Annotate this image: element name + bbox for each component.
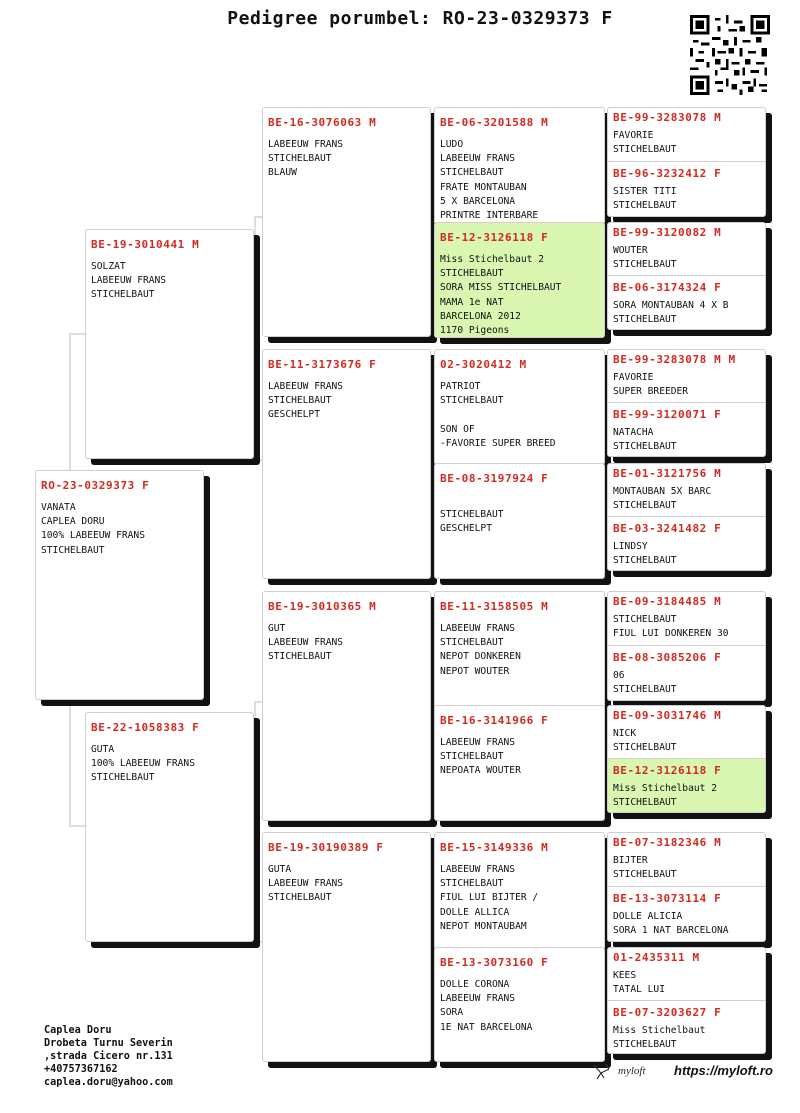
owner-contact — [44, 1024, 173, 1089]
ancestor-pair-card — [607, 591, 766, 701]
pigeon-info: NATACHA STICHELBAUT — [613, 427, 677, 453]
brand-logo-text: myloft — [618, 1065, 646, 1077]
ancestor-entry[interactable] — [608, 646, 765, 700]
pigeon-info: SISTER TITI STICHELBAUT — [613, 186, 677, 212]
ancestor-pair-card — [607, 107, 766, 217]
website-link[interactable]: https://myloft.ro — [674, 1063, 773, 1078]
ring-number: BE-09-3031746 M — [613, 709, 722, 722]
pigeon-info: LABEEUW FRANS STICHELBAUT BLAUW — [268, 139, 344, 179]
pigeon-info: GUTA 100% LABEEUW FRANS STICHELBAUT — [91, 744, 195, 784]
grandparent-card[interactable] — [262, 349, 431, 579]
ring-number: BE-01-3121756 M — [613, 467, 722, 480]
ring-number: BE-99-3120082 M — [613, 226, 722, 239]
ring-number: BE-13-3073114 F — [613, 892, 722, 905]
pigeon-info: BIJTER STICHELBAUT — [613, 855, 677, 881]
great-grandparent-card[interactable] — [434, 832, 605, 950]
grandparent-card[interactable] — [262, 832, 431, 1062]
ancestor-entry[interactable] — [608, 592, 765, 645]
ancestor-pair-card — [607, 832, 766, 942]
ring-number: BE-16-3076063 M — [268, 116, 377, 129]
pigeon-info: LABEEUW FRANS STICHELBAUT NEPOATA WOUTER — [440, 737, 521, 777]
ancestor-entry[interactable] — [608, 162, 765, 216]
ring-number: BE-19-3010365 M — [268, 600, 377, 613]
ring-number: RO-23-0329373 F — [41, 479, 150, 492]
pigeon-info: KEES TATAL LUI — [613, 970, 665, 996]
ancestor-entry[interactable] — [608, 948, 765, 1000]
ancestor-entry[interactable] — [608, 887, 765, 941]
ancestor-entry[interactable] — [608, 108, 765, 161]
sire-card[interactable] — [85, 229, 254, 459]
pigeon-info: Miss Stichelbaut 2 STICHELBAUT SORA MISS STICHELBAUT MAMA 1e NAT BARCELONA 2012 1170 Pigeons — [440, 254, 562, 337]
ring-number: BE-09-3184485 M — [613, 595, 722, 608]
ring-number: 02-3020412 M — [440, 358, 527, 371]
pigeon-info: STICHELBAUT FIUL LUI DONKEREN 30 — [613, 614, 729, 640]
ring-number: BE-08-3197924 F — [440, 472, 549, 485]
pigeon-info: PATRIOT STICHELBAUT SON OF -FAVORIE SUPER BREED — [440, 381, 556, 449]
ring-number: BE-07-3203627 F — [613, 1006, 722, 1019]
pigeon-info: LINDSY STICHELBAUT — [613, 541, 677, 567]
subject-card[interactable] — [35, 470, 204, 700]
ancestor-pair-card — [607, 222, 766, 330]
ancestor-entry[interactable] — [608, 276, 765, 329]
great-grandparent-card[interactable] — [434, 349, 605, 465]
grandparent-card[interactable] — [262, 591, 431, 821]
owner-street: ,strada Cicero nr.131 — [44, 1051, 173, 1062]
pigeon-info: GUTA LABEEUW FRANS STICHELBAUT — [268, 864, 344, 904]
ring-number: BE-12-3126118 F — [613, 764, 722, 777]
ancestor-pair-card — [607, 349, 766, 457]
pigeon-info: LABEEUW FRANS STICHELBAUT NEPOT DONKEREN NEPOT WOUTER — [440, 623, 521, 677]
ancestor-entry[interactable] — [608, 1001, 765, 1053]
owner-email[interactable]: caplea.doru@yahoo.com — [44, 1077, 173, 1088]
great-grandparent-card[interactable] — [434, 463, 605, 579]
ring-number: BE-12-3126118 F — [440, 231, 549, 244]
ring-number: BE-11-3173676 F — [268, 358, 377, 371]
ring-number: BE-19-3010441 M — [91, 238, 200, 251]
owner-city: Drobeta Turnu Severin — [44, 1038, 173, 1049]
ancestor-pair-card — [607, 947, 766, 1054]
ancestor-pair-card — [607, 463, 766, 571]
owner-name: Caplea Doru — [44, 1025, 112, 1036]
pigeon-info: SOLZAT LABEEUW FRANS STICHELBAUT — [91, 261, 167, 301]
ancestor-pair-card — [607, 705, 766, 813]
ancestor-entry[interactable] — [608, 350, 765, 402]
ring-number: BE-16-3141966 F — [440, 714, 549, 727]
ring-number: BE-07-3182346 M — [613, 836, 722, 849]
pigeon-info: VANATA CAPLEA DORU 100% LABEEUW FRANS STICHELBAUT — [41, 502, 145, 556]
ancestor-entry[interactable] — [608, 464, 765, 516]
ancestor-entry-highlighted[interactable] — [608, 759, 765, 812]
ancestor-entry[interactable] — [608, 403, 765, 456]
ancestor-entry[interactable] — [608, 833, 765, 886]
pigeon-info: LABEEUW FRANS STICHELBAUT FIUL LUI BIJTER / DOLLE ALLICA NEPOT MONTAUBAM — [440, 864, 539, 932]
dam-card[interactable] — [85, 712, 254, 942]
ring-number: BE-99-3283078 M M — [613, 353, 736, 366]
ancestor-entry[interactable] — [608, 706, 765, 758]
ancestor-entry[interactable] — [608, 517, 765, 570]
owner-phone: +40757367162 — [44, 1064, 118, 1075]
great-grandparent-card[interactable] — [434, 591, 605, 709]
ring-number: BE-11-3158505 M — [440, 600, 549, 613]
qr-code — [690, 15, 770, 95]
pigeon-info: LABEEUW FRANS STICHELBAUT GESCHELPT — [268, 381, 344, 421]
pigeon-info: DOLLE ALICIA SORA 1 NAT BARCELONA — [613, 911, 729, 937]
ring-number: BE-06-3201588 M — [440, 116, 549, 129]
ring-number: BE-06-3174324 F — [613, 281, 722, 294]
ring-number: BE-15-3149336 M — [440, 841, 549, 854]
page-title: Pedigree porumbel: RO-23-0329373 F — [227, 8, 613, 29]
ring-number: BE-96-3232412 F — [613, 167, 722, 180]
ancestor-entry[interactable] — [608, 223, 765, 275]
pigeon-info: Miss Stichelbaut STICHELBAUT — [613, 1025, 706, 1051]
grandparent-card[interactable] — [262, 107, 431, 337]
great-grandparent-card[interactable] — [434, 947, 605, 1062]
brand-logo — [592, 1061, 646, 1081]
pigeon-info: 06 STICHELBAUT — [613, 670, 677, 696]
pigeon-info: STICHELBAUT GESCHELPT — [440, 509, 504, 535]
ring-number: BE-22-1058383 F — [91, 721, 200, 734]
pigeon-info: DOLLE CORONA LABEEUW FRANS SORA 1E NAT BARCELONA — [440, 979, 533, 1033]
great-grandparent-card[interactable] — [434, 107, 605, 225]
pigeon-info: MONTAUBAN 5X BARC STICHELBAUT — [613, 486, 712, 512]
ring-number: BE-03-3241482 F — [613, 522, 722, 535]
pigeon-info: Miss Stichelbaut 2 STICHELBAUT — [613, 783, 717, 809]
ring-number: BE-99-3283078 M — [613, 111, 722, 124]
pigeon-info: LUDO LABEEUW FRANS STICHELBAUT FRATE MONTAUBAN 5 X BARCELONA PRINTRE INTERBARE — [440, 139, 539, 222]
pigeon-info: SORA MONTAUBAN 4 X B STICHELBAUT — [613, 300, 729, 326]
pigeon-info: NICK STICHELBAUT — [613, 728, 677, 754]
ring-number: BE-19-30190389 F — [268, 841, 384, 854]
pigeon-info: GUT LABEEUW FRANS STICHELBAUT — [268, 623, 344, 663]
pigeon-logo-icon — [592, 1061, 612, 1081]
pigeon-info: WOUTER STICHELBAUT — [613, 245, 677, 271]
pigeon-info: FAVORIE SUPER BREEDER — [613, 372, 689, 398]
ring-number: BE-99-3120071 F — [613, 408, 722, 421]
pigeon-info: FAVORIE STICHELBAUT — [613, 130, 677, 156]
ring-number: BE-13-3073160 F — [440, 956, 549, 969]
ring-number: BE-08-3085206 F — [613, 651, 722, 664]
ring-number: 01-2435311 M — [613, 951, 700, 964]
great-grandparent-card-highlighted[interactable] — [434, 222, 605, 338]
great-grandparent-card[interactable] — [434, 705, 605, 821]
